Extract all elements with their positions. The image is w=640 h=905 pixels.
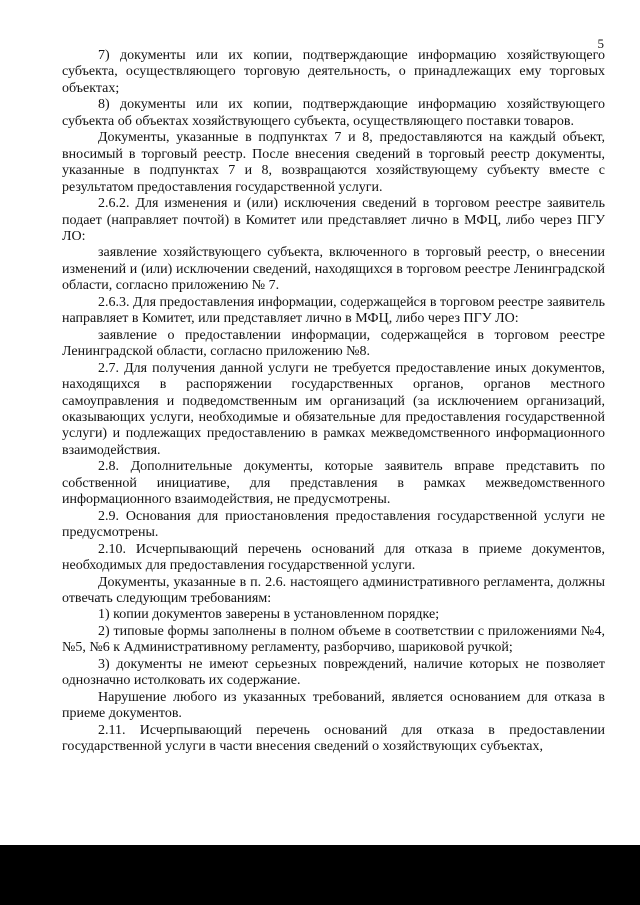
paragraph: 2.9. Основания для приостановления предоставления государственной услуги не предусмотрены. [62,508,605,541]
paragraph: 2.11. Исчерпывающий перечень оснований для отказа в предоставлении государственной услуги в части внесения сведений о хозяйствующих субъектах, [62,722,605,755]
paragraph: 2) типовые формы заполнены в полном объеме в соответствии с приложениями №4, №5, №6 к Административному регламенту, разборчиво, шариковой ручкой; [62,623,605,656]
paragraph: заявление хозяйствующего субъекта, включенного в торговый реестр, о внесении изменений и (или) исключении сведений, находящихся в торговом реестре Ленинградской области, согласно приложению № 7. [62,245,605,294]
paragraph: Документы, указанные в п. 2.6. настоящего административного регламента, должны отвечать следующим требованиям: [62,574,605,606]
paragraph: 7) документы или их копии, подтверждающие информацию хозяйствующего субъекта, осуществляющего торговую деятельность, о принадлежащих ему торговых объектах; [62,48,605,96]
paragraph: 2.7. Для получения данной услуги не требуется предоставление иных документов, находящихся в распоряжении государственных органов, органов местного самоуправления и подведомственным им организаций (за исключением организаций, оказывающих услуги, необходимые и обязательные для предоставления государственной услуги) и подлежащих предоставлению в рамках межведомственного информационного взаимодействия. [62,360,605,458]
paragraph: 2.10. Исчерпывающий перечень оснований для отказа в приеме документов, необходимых для предоставления государственной услуги. [62,541,605,574]
page-number: 5 [597,36,604,51]
scan-bottom-border [0,845,640,905]
paragraph: 8) документы или их копии, подтверждающие информацию хозяйствующего субъекта об объектах хозяйствующего субъекта, осуществляющего поставки товаров. [62,97,605,129]
paragraph: заявление о предоставлении информации, содержащейся в торговом реестре Ленинградской области, согласно приложению №8. [62,327,605,360]
paragraph: Документы, указанные в подпунктах 7 и 8, предоставляются на каждый объект, вносимый в торговый реестр. После внесения сведений в торговый реестр документы, указанные в подпунктах 7 и 8, возвращаются хозяйствующему субъекту вместе с результатом предоставления государственной услуги. [62,130,605,195]
paragraph: Нарушение любого из указанных требований, является основанием для отказа в приеме документов. [62,689,605,722]
paragraph: 3) документы не имеют серьезных повреждений, наличие которых не позволяет однозначно истолковать их содержание. [62,656,605,689]
paragraph: 1) копии документов заверены в установленном порядке; [98,607,440,623]
paragraph: 2.8. Дополнительные документы, которые заявитель вправе представить по собственной инициативе, для представления в рамках межведомственного информационного взаимодействия, не предусмотрены. [62,459,605,508]
paragraph: 2.6.3. Для предоставления информации, содержащейся в торговом реестре заявитель направляет в Комитет, или представляет лично в МФЦ, либо через ПГУ ЛО: [62,294,605,327]
paragraph: 2.6.2. Для изменения и (или) исключения сведений в торговом реестре заявитель подает (направляет почтой) в Комитет или представляет лично в МФЦ, либо через ПГУ ЛО: [62,196,605,244]
document-body [62,48,605,755]
